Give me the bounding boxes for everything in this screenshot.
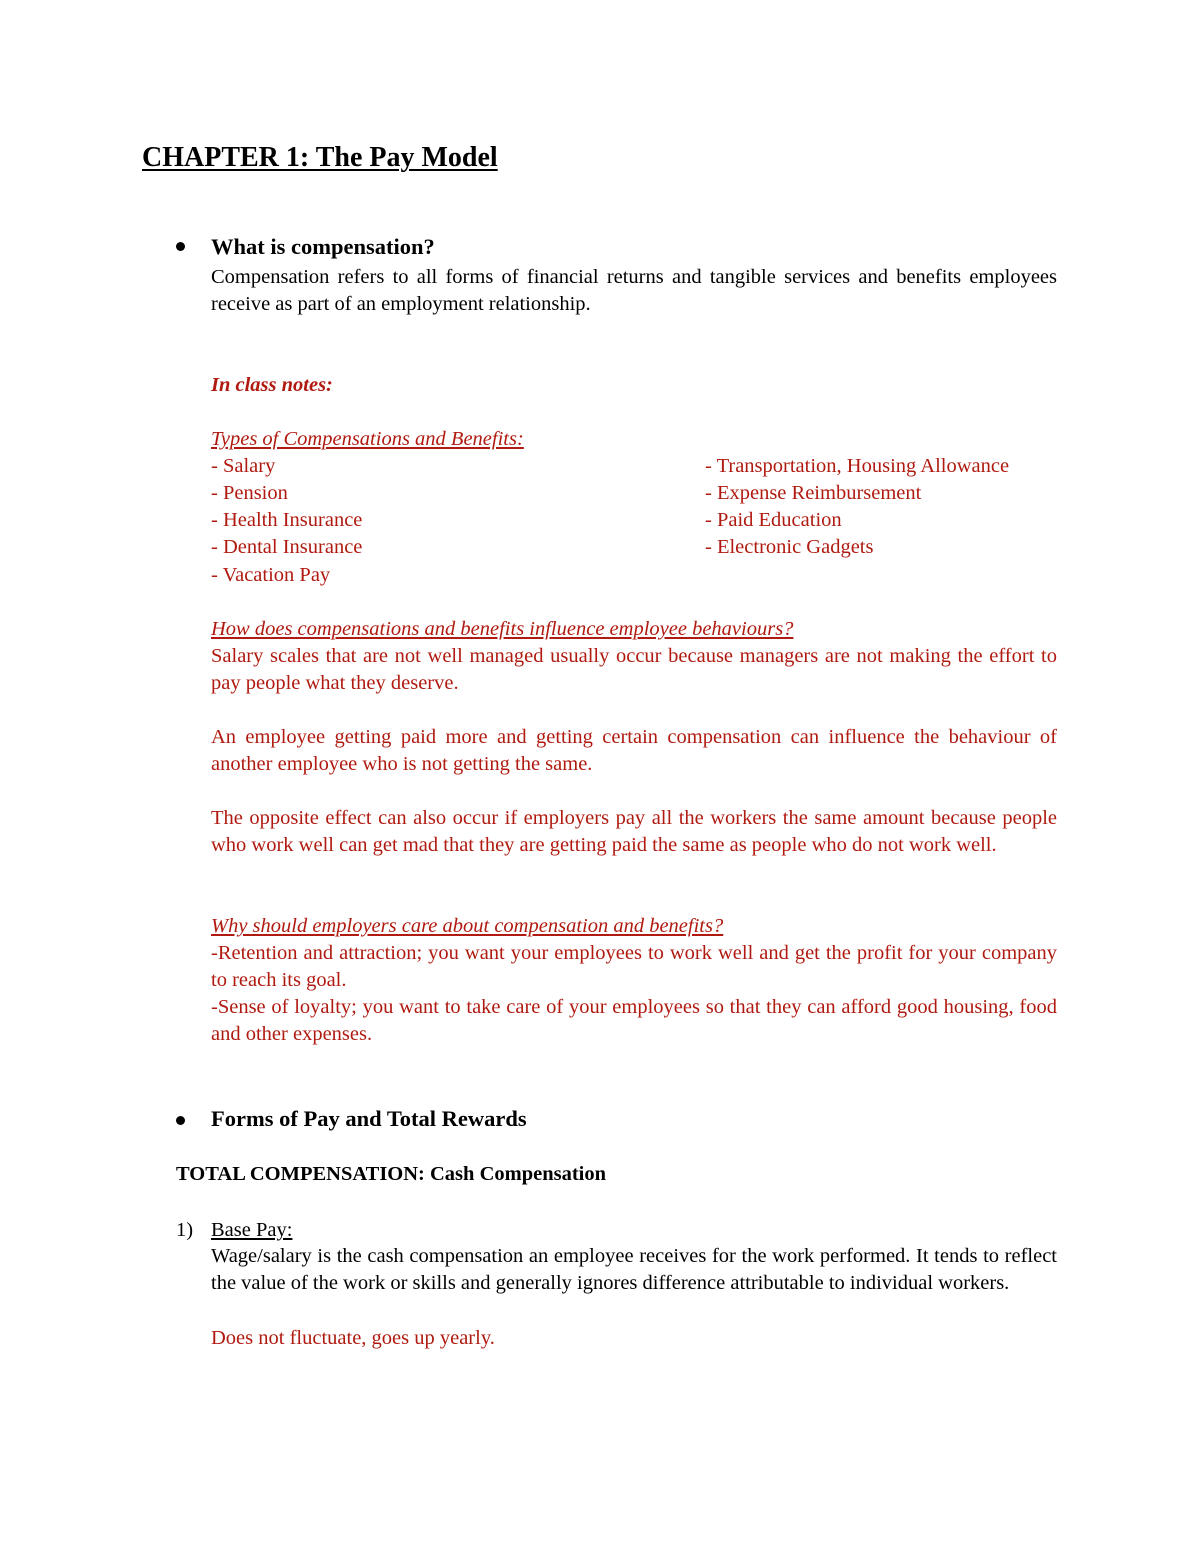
influence-paragraph: Salary scales that are not well managed usually occur because managers are not making the effort to pay people what they deserve.: [211, 645, 1057, 694]
type-item: - Electronic Gadgets: [705, 536, 874, 558]
type-item: - Expense Reimbursement: [705, 482, 922, 504]
types-heading: Types of Compensations and Benefits:: [211, 428, 524, 450]
why-heading: Why should employers care about compensation and benefits?: [211, 915, 724, 937]
influence-paragraph: An employee getting paid more and getting certain compensation can influence the behaviour of another employee who is not getting the same.: [211, 726, 1057, 775]
bullet-icon: [176, 242, 185, 251]
type-item: - Health Insurance: [211, 509, 363, 531]
compensation-definition: Compensation refers to all forms of financial returns and tangible services and benefits employees receive as part of an employment relationship.: [211, 266, 1057, 315]
influence-heading: How does compensations and benefits influence employee behaviours?: [211, 618, 794, 640]
type-item: - Vacation Pay: [211, 564, 331, 586]
type-item: - Paid Education: [705, 509, 842, 531]
section-heading-compensation: What is compensation?: [211, 234, 435, 259]
section-heading-forms-of-pay: Forms of Pay and Total Rewards: [211, 1106, 527, 1131]
influence-paragraph: The opposite effect can also occur if employers pay all the workers the same amount because people who work well can get mad that they are getting paid the same as people who do not work well.: [211, 807, 1057, 856]
class-notes-label: In class notes:: [211, 374, 333, 396]
base-pay-description: Wage/salary is the cash compensation an employee receives for the work performed. It tends to reflect the value of the work or skills and generally ignores difference attributable to individual workers.: [211, 1245, 1057, 1294]
type-item: - Transportation, Housing Allowance: [705, 455, 1010, 477]
type-item: - Pension: [211, 482, 288, 504]
why-paragraph: -Sense of loyalty; you want to take care of your employees so that they can afford good housing, food and other expenses.: [211, 996, 1057, 1045]
type-item: - Dental Insurance: [211, 536, 363, 558]
list-number: 1): [176, 1219, 194, 1241]
type-item: - Salary: [211, 455, 276, 477]
page-title: CHAPTER 1: The Pay Model: [142, 142, 498, 173]
why-paragraph: -Retention and attraction; you want your employees to work well and get the profit for your company to reach its goal.: [211, 942, 1057, 991]
base-pay-note: Does not fluctuate, goes up yearly.: [211, 1327, 495, 1349]
base-pay-title: Base Pay:: [211, 1219, 293, 1241]
total-compensation-label: TOTAL COMPENSATION: Cash Compensation: [176, 1163, 606, 1185]
bullet-icon: [176, 1116, 185, 1125]
